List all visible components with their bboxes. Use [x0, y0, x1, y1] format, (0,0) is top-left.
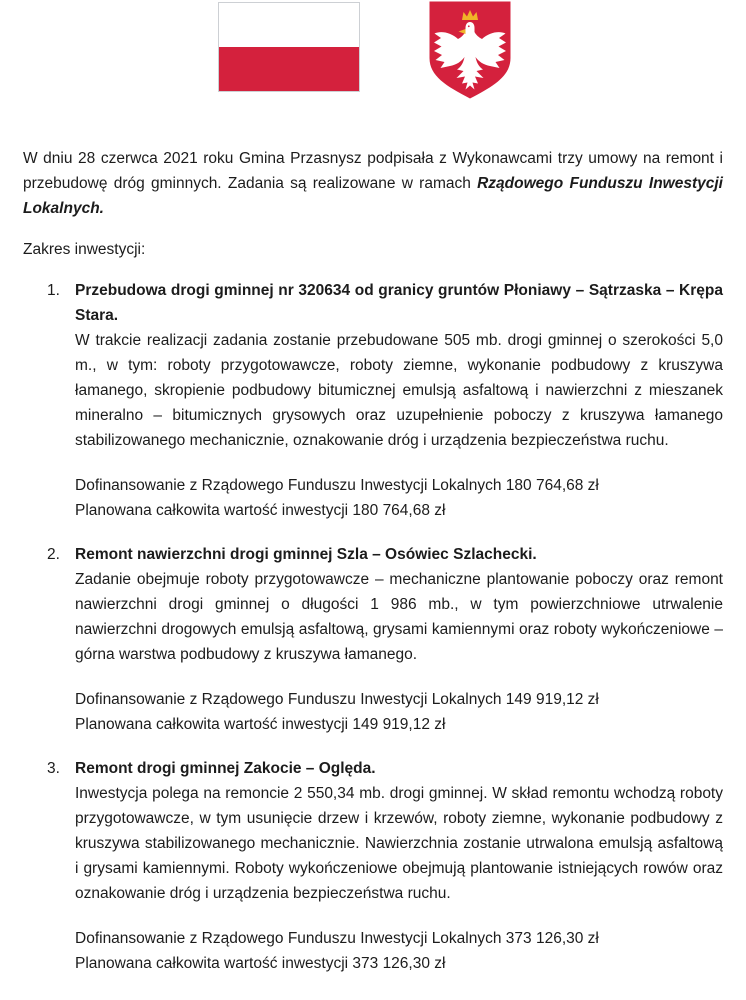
list-item-2	[23, 542, 723, 737]
item-funding-block	[75, 926, 723, 976]
funding-line: Dofinansowanie z Rządowego Funduszu Inwestycji Lokalnych 180 764,68 zł	[75, 476, 599, 494]
item-description: Zadanie obejmuje roboty przygotowawcze – mechaniczne plantowanie poboczy oraz remont nawierzchni drogi gminnej o długości 1 986 mb., w tym powierzchniowe utrwalenie nawierzchni drogowych emulsją asfaltową, grysami kamiennymi oraz roboty wykończeniowe – górna warstwa podbudowy z kruszywa łamanego.	[75, 570, 723, 663]
item-title: Remont drogi gminnej Zakocie – Oględa.	[75, 759, 376, 777]
list-item-3	[23, 756, 723, 976]
item-description: Inwestycja polega na remoncie 2 550,34 mb. drogi gminnej. W skład remontu wchodzą roboty przygotowawcze, w tym usunięcie drzew i krzewów, roboty ziemne, wykonanie podbudowy z kruszywa stabilizowanego mechanicznie. Nawierzchnia zostanie utrwalona emulsją asfaltową i grysami kamiennymi. Roboty wykończeniowe obejmują plantowanie istniejących rowów oraz oznakowanie dróg i urządzenia bezpieczeństwa ruchu.	[75, 784, 723, 902]
item-number: 1.	[47, 281, 60, 299]
item-number: 2.	[47, 545, 60, 563]
item-title: Przebudowa drogi gminnej nr 320634 od granicy gruntów Płoniawy – Sątrzaska – Krępa Stara.	[75, 281, 723, 324]
document-header	[0, 0, 746, 98]
polish-flag-icon	[218, 2, 360, 92]
intro-fund-name: Rządowego Funduszu Inwestycji Lokalnych.	[23, 175, 723, 217]
flag-white-stripe	[219, 3, 359, 47]
flag-red-stripe	[219, 47, 359, 91]
item-number: 3.	[47, 759, 60, 777]
intro-text: W dniu 28 czerwca 2021 roku Gmina Przasnysz podpisała z Wykonawcami trzy umowy na remont i przebudowę dróg gminnych. Zadania są realizowane w ramach	[23, 150, 723, 192]
item-funding-block	[75, 473, 723, 523]
document-body	[0, 146, 746, 976]
item-description: W trakcie realizacji zadania zostanie przebudowane 505 mb. drogi gminnej o szerokości 5,0 m., w tym: roboty przygotowawcze, roboty ziemne, wykonanie podbudowy z kruszywa łamanego, skropienie podbudowy bitumicznej emulsją asfaltową i nawierzchni z mieszanek mineralno – bitumicznych grysowych oraz uzupełnienie poboczy z kruszywa łamanego stabilizowanego mechanicznie, oznakowanie dróg i urządzenia bezpieczeństwa ruchu.	[75, 331, 723, 449]
total-line: Planowana całkowita wartość inwestycji 149 919,12 zł	[75, 715, 446, 733]
funding-line: Dofinansowanie z Rządowego Funduszu Inwestycji Lokalnych 149 919,12 zł	[75, 690, 599, 708]
total-line: Planowana całkowita wartość inwestycji 373 126,30 zł	[75, 954, 446, 972]
intro-paragraph	[23, 146, 723, 221]
section-label: Zakres inwestycji:	[23, 241, 146, 258]
polish-coat-of-arms-icon	[428, 0, 512, 100]
item-funding-block	[75, 687, 723, 737]
list-item-1	[23, 278, 723, 523]
funding-line: Dofinansowanie z Rządowego Funduszu Inwestycji Lokalnych 373 126,30 zł	[75, 929, 599, 947]
total-line: Planowana całkowita wartość inwestycji 180 764,68 zł	[75, 501, 446, 519]
item-title: Remont nawierzchni drogi gminnej Szla – Osówiec Szlachecki.	[75, 545, 537, 563]
